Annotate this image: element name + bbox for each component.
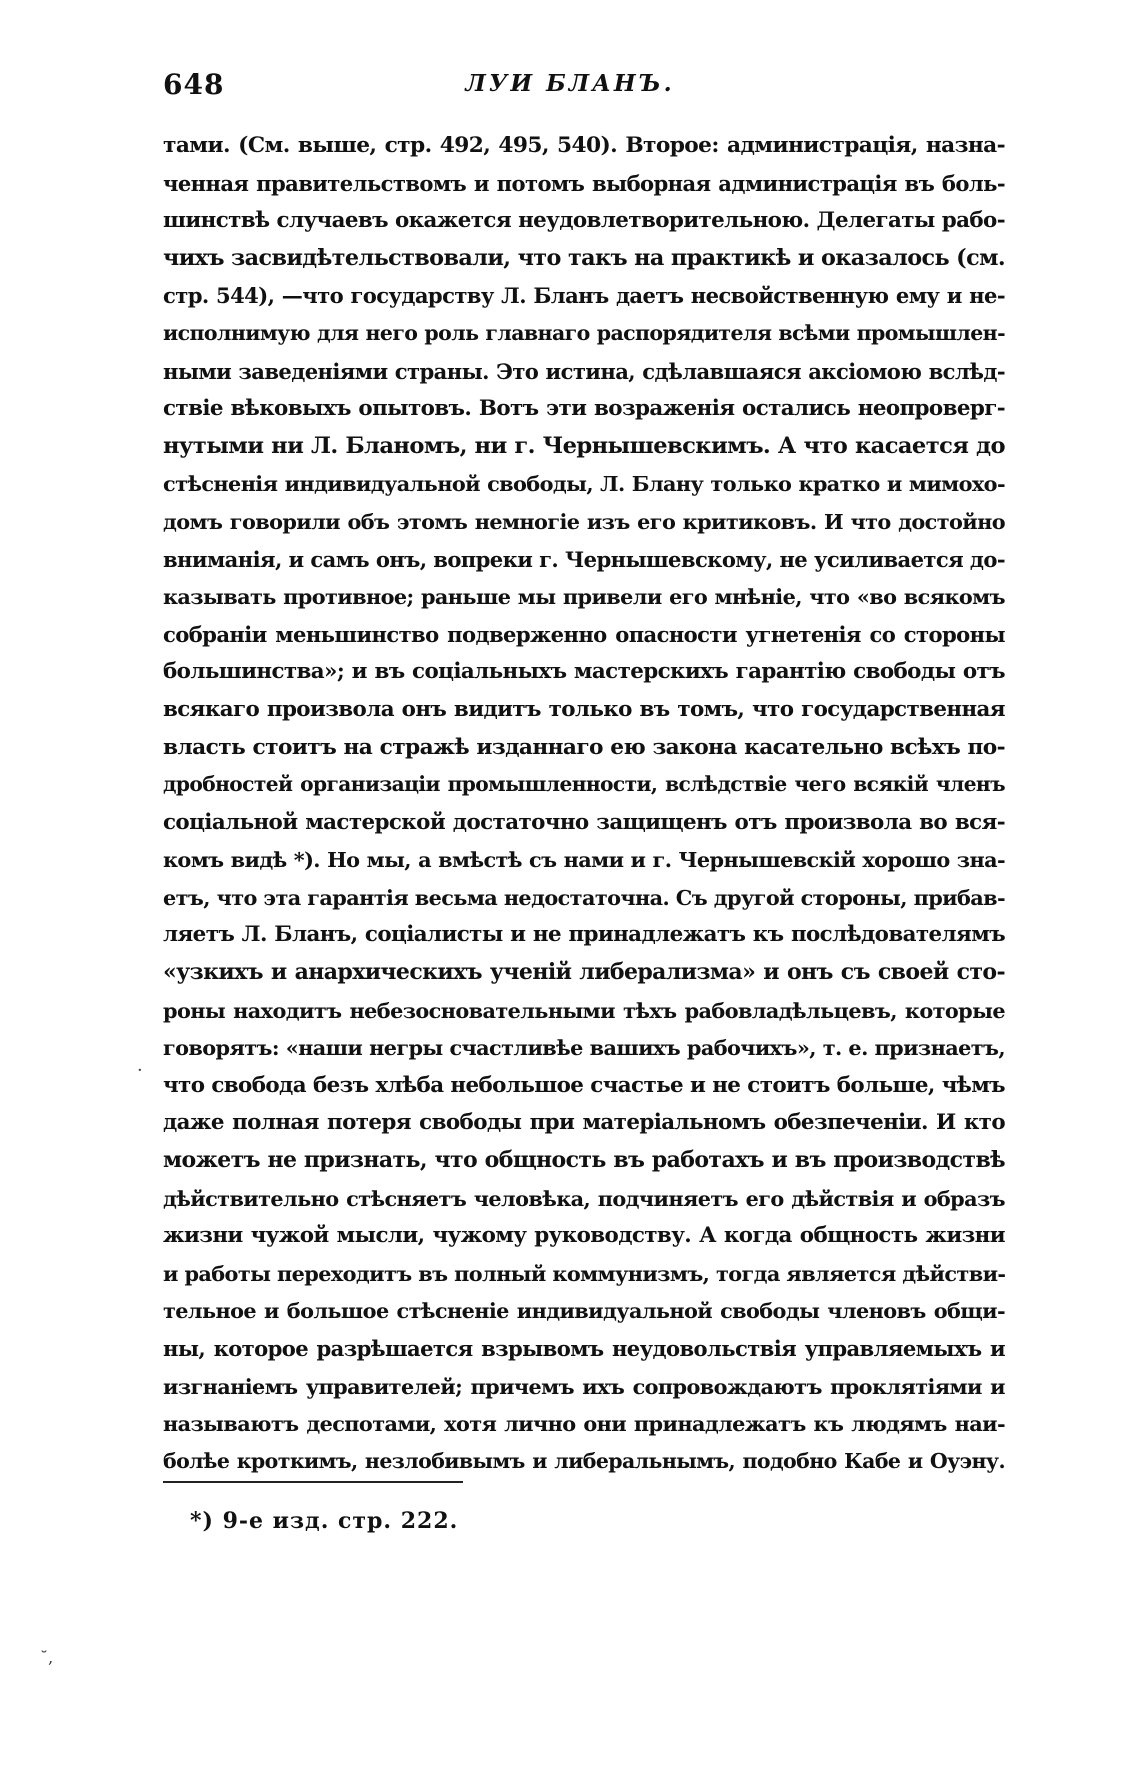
text-line: тами. (См. выше, стр. 492, 495, 540). Второе: администрація, назна-: [163, 133, 1005, 158]
text-line: стр. 544), —что государству Л. Бланъ даетъ несвойственную ему и не-: [163, 283, 1005, 309]
text-line: вниманія, и самъ онъ, вопреки г. Чернышевскому, не усиливается до-: [163, 546, 1005, 572]
text-line: большинства»; и въ соціальныхъ мастерскихъ гарантію свободы отъ: [163, 659, 1005, 685]
text-line: нутыми ни Л. Бланомъ, ни г. Чернышевскимъ. А что касается до: [163, 432, 1005, 459]
text-line: казывать противное; раньше мы привели его мнѣніе, что «во всякомъ: [163, 584, 1005, 610]
text-line: етъ, что эта гарантія весьма недостаточна. Съ другой стороны, прибав-: [163, 884, 1005, 910]
text-line: исполнимую для него роль главнаго распорядителя всѣми промышлен-: [163, 320, 1005, 345]
text-line: шинствѣ случаевъ окажется неудовлетворительною. Делегаты рабо-: [163, 208, 1005, 234]
text-line: ляетъ Л. Бланъ, соціалисты и не принадлежатъ къ послѣдователямъ: [163, 922, 1005, 948]
text-line: соціальной мастерской достаточно защищенъ отъ произвола во вся-: [163, 809, 1005, 835]
text-line: власть стоитъ на стражѣ изданнаго ею закона касательно всѣхъ по-: [163, 734, 1005, 760]
text-line: домъ говорили объ этомъ немногіе изъ его критиковъ. И что достойно: [163, 508, 1005, 534]
text-line: изгнаніемъ управителей; причемъ ихъ сопровождаютъ проклятіями и: [163, 1373, 1005, 1399]
text-line: говорятъ: «наши негры счастливѣе вашихъ рабочихъ», т. е. признаетъ,: [163, 1035, 1005, 1061]
text-line: ченная правительствомъ и потомъ выборная администрація въ боль-: [163, 170, 1005, 196]
text-line: комъ видѣ *). Но мы, а вмѣстѣ съ нами и г. Чернышевскій хорошо зна-: [163, 847, 1005, 873]
text-line: роны находитъ небезосновательными тѣхъ рабовладѣльцевъ, которые: [163, 997, 1005, 1023]
text-line: чихъ засвидѣтельствовали, что такъ на практикѣ и оказалось (см.: [163, 244, 1005, 271]
page-speck: ˘‚: [40, 1648, 54, 1667]
text-line: и работы переходитъ въ полный коммунизмъ, тогда является дѣйстви-: [163, 1260, 1006, 1286]
text-line: называютъ деспотами, хотя лично они принадлежатъ къ людямъ наи-: [163, 1411, 1005, 1437]
text-line: всякаго произвола онъ видитъ только въ томъ, что государственная: [163, 696, 1005, 722]
running-title: ЛУИ БЛАНЪ.: [465, 70, 675, 97]
text-line: тельное и большое стѣсненіе индивидуальной свободы членовъ общи-: [163, 1298, 1005, 1324]
text-line: стѣсненія индивидуальной свободы, Л. Блану только кратко и мимохо-: [163, 471, 1005, 497]
text-line: болѣе кроткимъ, незлобивымъ и либеральнымъ, подобно Кабе и Оуэну.: [163, 1448, 1005, 1473]
text-line: «узкихъ и анархическихъ ученій либерализма» и онъ съ своей сто-: [163, 959, 1005, 986]
text-line: жизни чужой мысли, чужому руководству. А когда общность жизни: [163, 1223, 1005, 1249]
text-line: можетъ не признать, что общность въ работахъ и въ производствѣ: [163, 1147, 1005, 1174]
text-line: ствіе вѣковыхъ опытовъ. Вотъ эти возраженія остались неопроверг-: [163, 396, 1005, 422]
text-line: что свобода безъ хлѣба небольшое счастье и не стоитъ больше, чѣмъ: [163, 1072, 1005, 1098]
text-line: собраніи меньшинство подверженно опасности угнетенія со стороны: [163, 621, 1005, 647]
margin-speck: ·: [137, 1060, 143, 1081]
page-number: 648: [163, 68, 225, 101]
body-text: [163, 127, 1005, 1480]
footnote: *) 9-е изд. стр. 222.: [190, 1508, 459, 1534]
text-line: дробностей организаціи промышленности, вслѣдствіе чего всякій членъ: [163, 772, 1005, 797]
text-line: даже полная потеря свободы при матеріальномъ обезпеченіи. И кто: [163, 1110, 1005, 1136]
text-line: дѣйствительно стѣсняетъ человѣка, подчиняетъ его дѣйствія и образъ: [163, 1185, 1005, 1211]
text-line: ны, которое разрѣшается взрывомъ неудовольствія управляемыхъ и: [163, 1336, 1005, 1361]
text-line: ными заведеніями страны. Это истина, сдѣлавшаяся аксіомою вслѣд-: [163, 358, 1005, 384]
footnote-divider: [163, 1481, 463, 1483]
